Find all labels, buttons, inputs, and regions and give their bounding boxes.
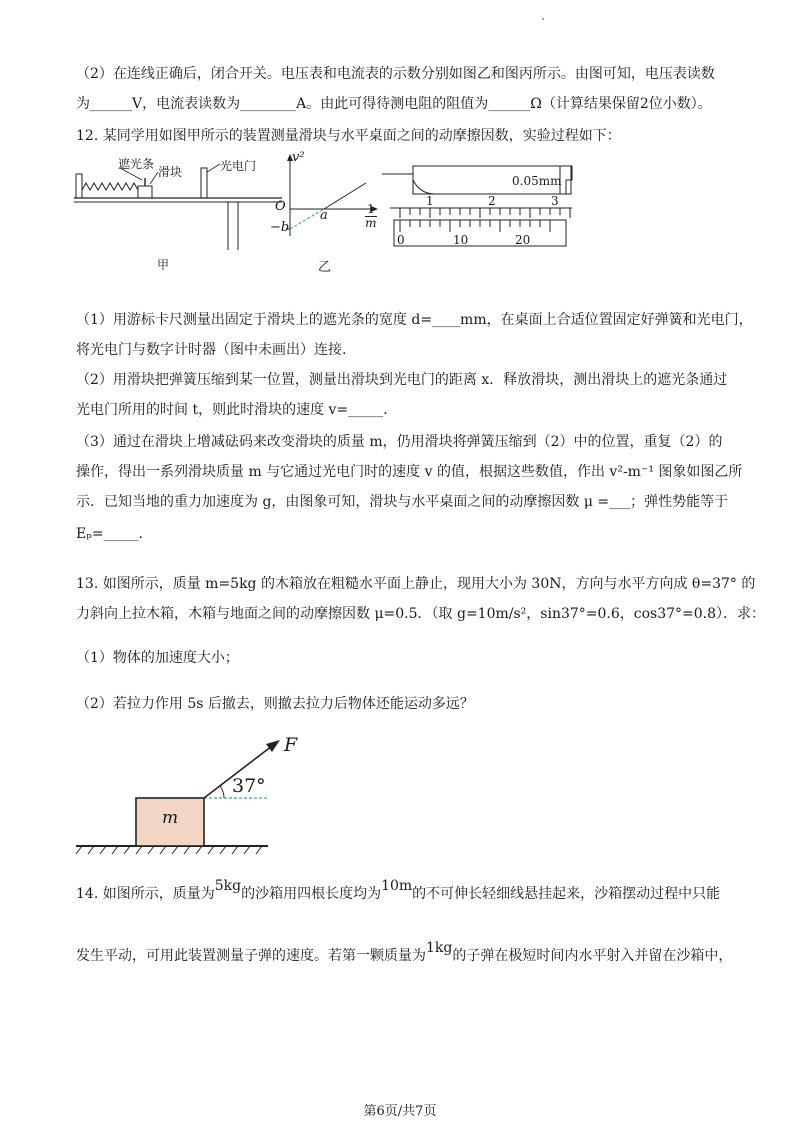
graph-intercept: −b [270,220,290,235]
vernier-scale-ticks [400,220,550,232]
caliper-main-tick-3: 3 [551,194,559,208]
caliper-vernier-tick-20: 20 [515,233,531,247]
caption-yi: 乙 [318,260,332,275]
caliper-vernier-tick-0: 0 [397,233,405,247]
q13-sub2: （2）若拉力作用 5s 后撤去，则撤去拉力后物体还能运动多远？ [76,696,474,712]
q12-part3-line1: （3）通过在滑块上增减砝码来改变滑块的质量 m，仍用滑块将弹簧压缩到（2）中的位置，重复（2）的 [76,434,723,450]
q14-line1-a: 14. 如图所示，质量为 [76,886,215,902]
q14-string-length: 10m [381,878,413,894]
graph-x-axis-label [364,203,378,230]
scan-dot [542,18,544,20]
caliper-main-tick-2: 2 [488,194,496,208]
page-footer: 第6页/共7页 [363,1104,437,1119]
q12-part2-line1: （2）用滑块把弹簧压缩到某一位置，测量出滑块到光电门的距离 x．释放滑块，测出滑块上的遮光条通过 [76,372,728,388]
q12-part3-line4: Eₚ=_____. [76,526,143,542]
graph-origin: O [275,199,286,214]
q14-mass-box: 5kg [214,878,242,894]
q12-part2-line2: 光电门所用的时间 t，则此时滑块的速度 v=_____. [76,402,388,418]
q11-part2-line2: 为______V，电流表读数为________A。由此可得待测电阻的阻值为______Ω（计算结果保留2位小数）。 [76,96,712,112]
q13-sub1: （1）物体的加速度大小； [76,650,239,666]
q13-stem-line2: 力斜向上拉木箱，木箱与地面之间的动摩擦因数 μ=0.5．（取 g=10m/s²，sin37°=0.6，cos37°=0.8）．求： [76,606,766,622]
q11-part2-line1: （2）在连线正确后，闭合开关。电压表和电流表的示数分别如图乙和图丙所示。由图可知，电压表读数 [76,66,715,82]
graph-y-axis-label: v² [292,150,305,165]
q13-stem-line1: 13. 如图所示，质量 m=5kg 的木箱放在粗糙水平面上静止，现用大小为 30N，方向与水平方向成 θ=37° 的 [76,576,756,592]
q14-line1-c: 的不可伸长轻细线悬挂起来，沙箱摆动过程中只能 [412,886,721,902]
q12-part3-line2: 操作，得出一系列滑块质量 m 与它通过光电门时的速度 v 的值，根据这些数值，作出 v²-m⁻¹ 图象如图乙所 [76,464,743,480]
label-huakuai: 滑块 [158,165,183,179]
caliper-vernier-tick-10: 10 [453,233,469,247]
caliper-precision: 0.05mm [512,174,562,188]
q12-part1-line2: 将光电门与数字计时器（图中未画出）连接. [76,342,347,358]
label-guangdianmen: 光电门 [220,159,257,173]
mass-label: m [162,808,179,828]
q12-part3-line3: 示．已知当地的重力加速度为 g，由图象可知，滑块与水平桌面之间的动摩擦因数 μ =___；弹性势能等于 [76,494,729,510]
angle-label: 37° [232,775,266,797]
graph-point-a: a [320,208,328,223]
q14-line1 [76,878,721,904]
q14-bullet-mass: 1kg [426,940,453,956]
q12-stem: 12. 某同学用如图甲所示的装置测量滑块与水平桌面之间的动摩擦因数，实验过程如下： [76,128,621,144]
graph-x-numerator: 1 [367,202,375,216]
q14-line2-a: 发生平动，可用此装置测量子弹的速度。若第一颗质量为 [76,948,426,964]
force-label: F [284,734,298,756]
q14-line2-b: 的子弹在极短时间内水平射入并留在沙箱中， [452,948,733,964]
graph-x-denominator: m [365,216,377,230]
label-zheguangtiao: 遮光条 [118,157,155,171]
caption-jia: 甲 [157,258,170,272]
q14-line2 [76,940,733,966]
figure-q13-box-force [72,730,312,858]
caliper-main-tick-1: 1 [426,194,434,208]
main-scale-ticks [400,208,570,218]
q14-line1-b: 的沙箱用四根长度均为 [241,886,382,902]
q12-part1-line1: （1）用游标卡尺测量出固定于滑块上的遮光条的宽度 d=____mm，在桌面上合适位置固定好弹簧和光电门， [76,312,753,328]
